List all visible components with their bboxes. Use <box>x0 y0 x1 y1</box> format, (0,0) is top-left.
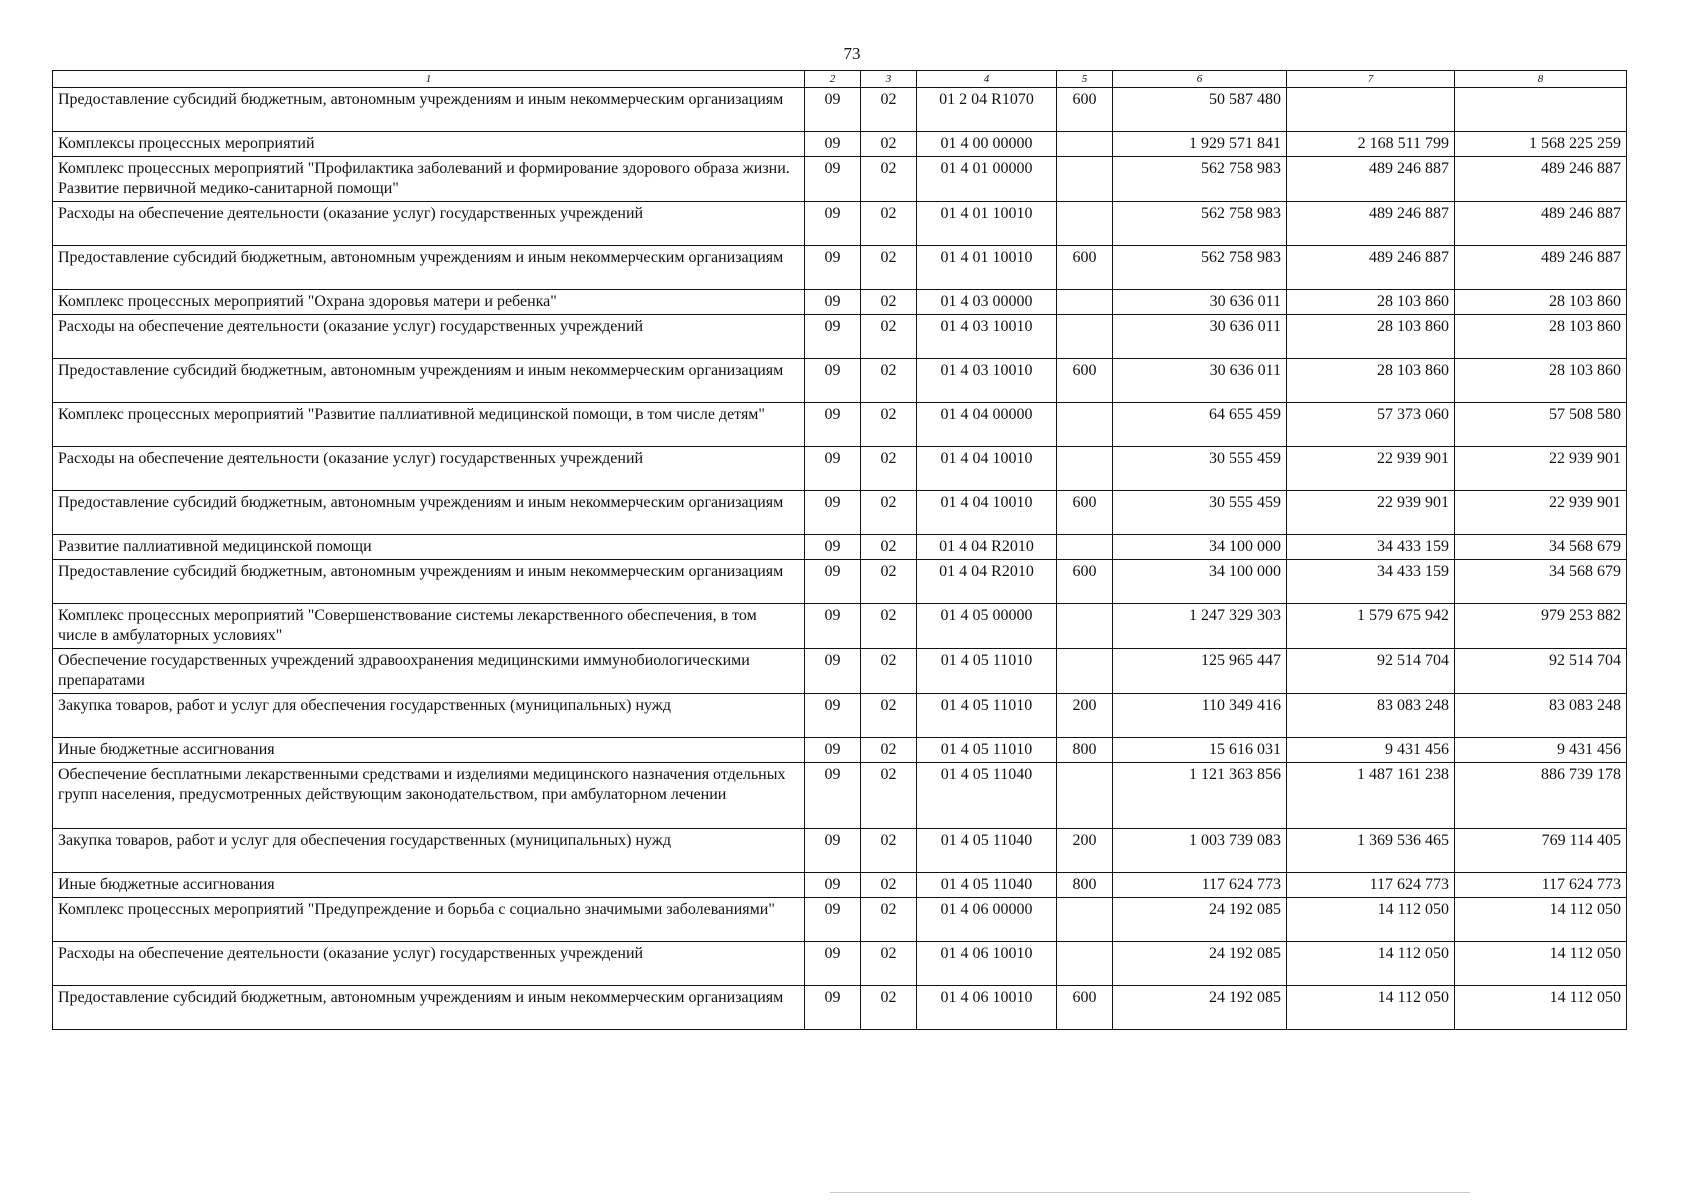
table-row <box>53 604 1627 649</box>
item-name-cell: Расходы на обеспечение деятельности (оказание услуг) государственных учреждений <box>53 942 805 986</box>
amount-col7-cell: 28 103 860 <box>1287 359 1455 403</box>
amount-col7-cell: 2 168 511 799 <box>1287 132 1455 157</box>
subsection-code-cell: 02 <box>861 132 917 157</box>
target-article-cell: 01 4 04 R2010 <box>917 560 1057 604</box>
expense-type-cell <box>1057 157 1113 202</box>
expense-type-cell <box>1057 898 1113 942</box>
subsection-code-cell: 02 <box>861 403 917 447</box>
amount-col8-cell: 1 568 225 259 <box>1455 132 1627 157</box>
item-name-cell: Закупка товаров, работ и услуг для обеспечения государственных (муниципальных) нужд <box>53 694 805 738</box>
item-name-cell: Комплекс процессных мероприятий "Предупреждение и борьба с социально значимыми заболеваниями" <box>53 898 805 942</box>
item-name-cell: Комплекс процессных мероприятий "Совершенствование системы лекарственного обеспечения, в том числе в амбулаторных условиях" <box>53 604 805 649</box>
amount-col6-cell: 117 624 773 <box>1113 873 1287 898</box>
item-name-cell: Развитие паллиативной медицинской помощи <box>53 535 805 560</box>
table-row <box>53 359 1627 403</box>
subsection-code-cell: 02 <box>861 202 917 246</box>
amount-col6-cell: 24 192 085 <box>1113 898 1287 942</box>
expense-type-cell <box>1057 535 1113 560</box>
amount-col7-cell: 1 487 161 238 <box>1287 763 1455 829</box>
amount-col6-cell: 34 100 000 <box>1113 535 1287 560</box>
target-article-cell: 01 4 05 11010 <box>917 649 1057 694</box>
amount-col7-cell: 489 246 887 <box>1287 157 1455 202</box>
section-code-cell: 09 <box>805 157 861 202</box>
amount-col7-cell: 34 433 159 <box>1287 535 1455 560</box>
item-name-cell: Расходы на обеспечение деятельности (оказание услуг) государственных учреждений <box>53 315 805 359</box>
table-row <box>53 694 1627 738</box>
table-row <box>53 942 1627 986</box>
amount-col6-cell: 125 965 447 <box>1113 649 1287 694</box>
subsection-code-cell: 02 <box>861 560 917 604</box>
amount-col8-cell: 489 246 887 <box>1455 202 1627 246</box>
item-name-cell: Расходы на обеспечение деятельности (оказание услуг) государственных учреждений <box>53 202 805 246</box>
subsection-code-cell: 02 <box>861 942 917 986</box>
expense-type-cell <box>1057 942 1113 986</box>
target-article-cell: 01 4 03 10010 <box>917 359 1057 403</box>
expense-type-cell <box>1057 403 1113 447</box>
table-row <box>53 829 1627 873</box>
subsection-code-cell: 02 <box>861 315 917 359</box>
subsection-code-cell: 02 <box>861 535 917 560</box>
section-code-cell: 09 <box>805 898 861 942</box>
scan-edge-line <box>830 1192 1470 1193</box>
item-name-cell: Предоставление субсидий бюджетным, автономным учреждениям и иным некоммерческим организациям <box>53 491 805 535</box>
section-code-cell: 09 <box>805 604 861 649</box>
section-code-cell: 09 <box>805 738 861 763</box>
section-code-cell: 09 <box>805 315 861 359</box>
amount-col7-cell: 489 246 887 <box>1287 202 1455 246</box>
subsection-code-cell: 02 <box>861 738 917 763</box>
item-name-cell: Предоставление субсидий бюджетным, автономным учреждениям и иным некоммерческим организациям <box>53 986 805 1030</box>
table-row <box>53 315 1627 359</box>
table-row <box>53 491 1627 535</box>
item-name-cell: Предоставление субсидий бюджетным, автономным учреждениям и иным некоммерческим организациям <box>53 246 805 290</box>
target-article-cell: 01 4 03 00000 <box>917 290 1057 315</box>
table-row <box>53 873 1627 898</box>
amount-col8-cell: 14 112 050 <box>1455 942 1627 986</box>
item-name-cell: Предоставление субсидий бюджетным, автономным учреждениям и иным некоммерческим организациям <box>53 359 805 403</box>
section-code-cell: 09 <box>805 829 861 873</box>
amount-col7-cell: 83 083 248 <box>1287 694 1455 738</box>
item-name-cell: Комплекс процессных мероприятий "Профилактика заболеваний и формирование здорового образа жизни. Развитие первичной медико-санитарной помощи" <box>53 157 805 202</box>
item-name-cell: Предоставление субсидий бюджетным, автономным учреждениям и иным некоммерческим организациям <box>53 560 805 604</box>
section-code-cell: 09 <box>805 763 861 829</box>
amount-col6-cell: 110 349 416 <box>1113 694 1287 738</box>
expense-type-cell <box>1057 447 1113 491</box>
section-code-cell: 09 <box>805 560 861 604</box>
target-article-cell: 01 4 01 00000 <box>917 157 1057 202</box>
section-code-cell: 09 <box>805 986 861 1030</box>
item-name-cell: Комплекс процессных мероприятий "Развитие паллиативной медицинской помощи, в том числе детям" <box>53 403 805 447</box>
target-article-cell: 01 4 06 00000 <box>917 898 1057 942</box>
section-code-cell: 09 <box>805 359 861 403</box>
amount-col6-cell: 562 758 983 <box>1113 157 1287 202</box>
amount-col8-cell: 117 624 773 <box>1455 873 1627 898</box>
amount-col8-cell: 489 246 887 <box>1455 246 1627 290</box>
amount-col7-cell: 28 103 860 <box>1287 315 1455 359</box>
amount-col6-cell: 30 636 011 <box>1113 315 1287 359</box>
amount-col8-cell: 22 939 901 <box>1455 447 1627 491</box>
amount-col6-cell: 30 555 459 <box>1113 491 1287 535</box>
target-article-cell: 01 4 00 00000 <box>917 132 1057 157</box>
expense-type-cell <box>1057 763 1113 829</box>
expense-type-cell <box>1057 315 1113 359</box>
header-cell: 8 <box>1455 71 1627 88</box>
item-name-cell: Обеспечение государственных учреждений здравоохранения медицинскими иммунобиологическими препаратами <box>53 649 805 694</box>
item-name-cell: Комплексы процессных мероприятий <box>53 132 805 157</box>
target-article-cell: 01 4 01 10010 <box>917 202 1057 246</box>
table-row <box>53 132 1627 157</box>
amount-col8-cell: 28 103 860 <box>1455 315 1627 359</box>
subsection-code-cell: 02 <box>861 604 917 649</box>
amount-col7-cell: 14 112 050 <box>1287 942 1455 986</box>
amount-col6-cell: 1 247 329 303 <box>1113 604 1287 649</box>
section-code-cell: 09 <box>805 202 861 246</box>
subsection-code-cell: 02 <box>861 873 917 898</box>
table-row <box>53 447 1627 491</box>
amount-col6-cell: 30 636 011 <box>1113 290 1287 315</box>
section-code-cell: 09 <box>805 873 861 898</box>
expense-type-cell: 600 <box>1057 359 1113 403</box>
amount-col6-cell: 24 192 085 <box>1113 986 1287 1030</box>
expense-type-cell <box>1057 202 1113 246</box>
subsection-code-cell: 02 <box>861 246 917 290</box>
amount-col7-cell: 1 369 536 465 <box>1287 829 1455 873</box>
target-article-cell: 01 4 01 10010 <box>917 246 1057 290</box>
header-cell: 7 <box>1287 71 1455 88</box>
expense-type-cell: 600 <box>1057 560 1113 604</box>
amount-col7-cell: 14 112 050 <box>1287 986 1455 1030</box>
subsection-code-cell: 02 <box>861 829 917 873</box>
table-row <box>53 403 1627 447</box>
amount-col6-cell: 30 555 459 <box>1113 447 1287 491</box>
section-code-cell: 09 <box>805 403 861 447</box>
amount-col6-cell: 562 758 983 <box>1113 246 1287 290</box>
table-row <box>53 560 1627 604</box>
amount-col7-cell: 28 103 860 <box>1287 290 1455 315</box>
amount-col6-cell: 50 587 480 <box>1113 88 1287 132</box>
target-article-cell: 01 4 05 11040 <box>917 873 1057 898</box>
expense-type-cell <box>1057 649 1113 694</box>
item-name-cell: Комплекс процессных мероприятий "Охрана здоровья матери и ребенка" <box>53 290 805 315</box>
section-code-cell: 09 <box>805 88 861 132</box>
item-name-cell: Иные бюджетные ассигнования <box>53 873 805 898</box>
amount-col6-cell: 15 616 031 <box>1113 738 1287 763</box>
item-name-cell: Расходы на обеспечение деятельности (оказание услуг) государственных учреждений <box>53 447 805 491</box>
amount-col7-cell: 22 939 901 <box>1287 491 1455 535</box>
amount-col8-cell: 979 253 882 <box>1455 604 1627 649</box>
amount-col8-cell: 9 431 456 <box>1455 738 1627 763</box>
budget-table <box>52 70 1627 1030</box>
target-article-cell: 01 4 05 11010 <box>917 694 1057 738</box>
section-code-cell: 09 <box>805 649 861 694</box>
amount-col8-cell: 886 739 178 <box>1455 763 1627 829</box>
target-article-cell: 01 4 05 11040 <box>917 763 1057 829</box>
section-code-cell: 09 <box>805 132 861 157</box>
amount-col8-cell: 34 568 679 <box>1455 535 1627 560</box>
amount-col8-cell <box>1455 88 1627 132</box>
amount-col8-cell: 769 114 405 <box>1455 829 1627 873</box>
target-article-cell: 01 4 04 10010 <box>917 447 1057 491</box>
amount-col8-cell: 92 514 704 <box>1455 649 1627 694</box>
table-row <box>53 763 1627 829</box>
target-article-cell: 01 4 03 10010 <box>917 315 1057 359</box>
subsection-code-cell: 02 <box>861 157 917 202</box>
amount-col8-cell: 22 939 901 <box>1455 491 1627 535</box>
item-name-cell: Обеспечение бесплатными лекарственными средствами и изделиями медицинского назначения отдельных групп населения, предусмотренных действующим законодательством, при амбулаторном лечении <box>53 763 805 829</box>
target-article-cell: 01 4 06 10010 <box>917 986 1057 1030</box>
table-row <box>53 738 1627 763</box>
amount-col7-cell <box>1287 88 1455 132</box>
table-row <box>53 535 1627 560</box>
expense-type-cell <box>1057 604 1113 649</box>
subsection-code-cell: 02 <box>861 447 917 491</box>
section-code-cell: 09 <box>805 942 861 986</box>
amount-col8-cell: 28 103 860 <box>1455 359 1627 403</box>
table-row <box>53 898 1627 942</box>
target-article-cell: 01 2 04 R1070 <box>917 88 1057 132</box>
section-code-cell: 09 <box>805 535 861 560</box>
subsection-code-cell: 02 <box>861 359 917 403</box>
amount-col8-cell: 14 112 050 <box>1455 986 1627 1030</box>
expense-type-cell: 600 <box>1057 491 1113 535</box>
target-article-cell: 01 4 05 11010 <box>917 738 1057 763</box>
item-name-cell: Предоставление субсидий бюджетным, автономным учреждениям и иным некоммерческим организациям <box>53 88 805 132</box>
target-article-cell: 01 4 05 00000 <box>917 604 1057 649</box>
subsection-code-cell: 02 <box>861 649 917 694</box>
subsection-code-cell: 02 <box>861 763 917 829</box>
target-article-cell: 01 4 05 11040 <box>917 829 1057 873</box>
amount-col6-cell: 562 758 983 <box>1113 202 1287 246</box>
page-number: 73 <box>843 44 861 63</box>
expense-type-cell: 600 <box>1057 88 1113 132</box>
table-row <box>53 649 1627 694</box>
header-cell: 3 <box>861 71 917 88</box>
amount-col6-cell: 30 636 011 <box>1113 359 1287 403</box>
subsection-code-cell: 02 <box>861 694 917 738</box>
subsection-code-cell: 02 <box>861 88 917 132</box>
section-code-cell: 09 <box>805 290 861 315</box>
subsection-code-cell: 02 <box>861 898 917 942</box>
amount-col7-cell: 1 579 675 942 <box>1287 604 1455 649</box>
amount-col6-cell: 24 192 085 <box>1113 942 1287 986</box>
amount-col7-cell: 92 514 704 <box>1287 649 1455 694</box>
amount-col7-cell: 34 433 159 <box>1287 560 1455 604</box>
header-cell: 6 <box>1113 71 1287 88</box>
expense-type-cell: 800 <box>1057 738 1113 763</box>
table-row <box>53 246 1627 290</box>
amount-col6-cell: 34 100 000 <box>1113 560 1287 604</box>
amount-col8-cell: 34 568 679 <box>1455 560 1627 604</box>
expense-type-cell <box>1057 132 1113 157</box>
section-code-cell: 09 <box>805 246 861 290</box>
expense-type-cell: 600 <box>1057 986 1113 1030</box>
expense-type-cell: 800 <box>1057 873 1113 898</box>
header-cell: 5 <box>1057 71 1113 88</box>
amount-col7-cell: 9 431 456 <box>1287 738 1455 763</box>
amount-col8-cell: 14 112 050 <box>1455 898 1627 942</box>
amount-col6-cell: 1 003 739 083 <box>1113 829 1287 873</box>
expense-type-cell: 600 <box>1057 246 1113 290</box>
amount-col6-cell: 1 121 363 856 <box>1113 763 1287 829</box>
amount-col7-cell: 489 246 887 <box>1287 246 1455 290</box>
target-article-cell: 01 4 06 10010 <box>917 942 1057 986</box>
amount-col7-cell: 22 939 901 <box>1287 447 1455 491</box>
expense-type-cell: 200 <box>1057 694 1113 738</box>
expense-type-cell: 200 <box>1057 829 1113 873</box>
section-code-cell: 09 <box>805 694 861 738</box>
header-cell: 4 <box>917 71 1057 88</box>
table-row <box>53 986 1627 1030</box>
header-cell: 1 <box>53 71 805 88</box>
amount-col7-cell: 14 112 050 <box>1287 898 1455 942</box>
subsection-code-cell: 02 <box>861 491 917 535</box>
table-row <box>53 157 1627 202</box>
amount-col8-cell: 28 103 860 <box>1455 290 1627 315</box>
table-row <box>53 202 1627 246</box>
section-code-cell: 09 <box>805 491 861 535</box>
item-name-cell: Закупка товаров, работ и услуг для обеспечения государственных (муниципальных) нужд <box>53 829 805 873</box>
header-cell: 2 <box>805 71 861 88</box>
subsection-code-cell: 02 <box>861 986 917 1030</box>
target-article-cell: 01 4 04 R2010 <box>917 535 1057 560</box>
subsection-code-cell: 02 <box>861 290 917 315</box>
amount-col7-cell: 57 373 060 <box>1287 403 1455 447</box>
table-row <box>53 290 1627 315</box>
target-article-cell: 01 4 04 10010 <box>917 491 1057 535</box>
amount-col6-cell: 1 929 571 841 <box>1113 132 1287 157</box>
amount-col8-cell: 83 083 248 <box>1455 694 1627 738</box>
amount-col7-cell: 117 624 773 <box>1287 873 1455 898</box>
amount-col8-cell: 489 246 887 <box>1455 157 1627 202</box>
expense-type-cell <box>1057 290 1113 315</box>
amount-col6-cell: 64 655 459 <box>1113 403 1287 447</box>
table-row <box>53 88 1627 132</box>
target-article-cell: 01 4 04 00000 <box>917 403 1057 447</box>
header-row <box>53 71 1627 88</box>
section-code-cell: 09 <box>805 447 861 491</box>
item-name-cell: Иные бюджетные ассигнования <box>53 738 805 763</box>
amount-col8-cell: 57 508 580 <box>1455 403 1627 447</box>
